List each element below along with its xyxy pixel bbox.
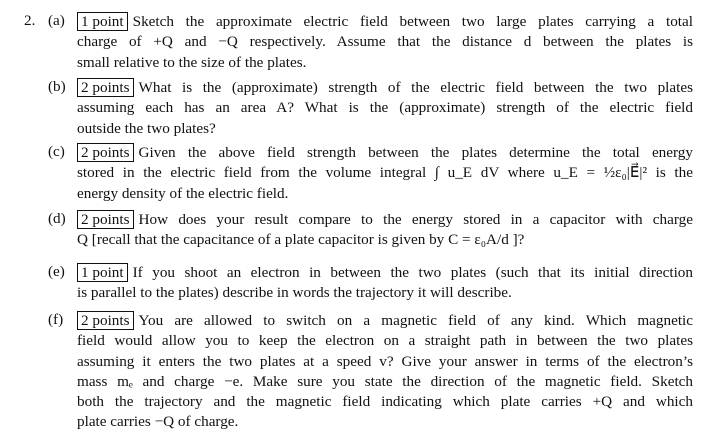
text-line: assuming each has an area A? What is the (approximate) strength of the electric field [77,99,693,117]
part-label: (d) [48,210,66,227]
text-line: field would allow you to keep the electron on a straight path in between the two plates [77,332,693,350]
text-line: is parallel to the plates) describe in words the trajectory it will describe. [77,284,512,302]
text-line: 1 point If you shoot an electron in between the two plates (such that its initial direction [77,263,693,283]
points-box: 2 points [77,311,134,330]
part-label: (e) [48,263,65,280]
text-line: charge of +Q and −Q respectively. Assume that the distance d between the plates is [77,33,693,51]
text-line: mass mₑ and charge −e. Make sure you state the direction of the magnetic field. Sketch [77,372,693,390]
points-box: 1 point [77,263,128,282]
text-line: 2 points What is the (approximate) strength of the electric field between the two plates [77,78,693,98]
part-text [77,78,693,139]
points-box: 2 points [77,210,134,229]
part-label: (f) [48,311,64,328]
points-box: 2 points [77,143,134,162]
part-label: (b) [48,78,66,95]
text-line: assuming it enters the two plates at a speed v? Give your answer in terms of the electron’s [77,352,693,370]
text-line: both the trajectory and the magnetic field indicating which plate carries +Q and which [77,393,693,411]
text-line: 2 points How does your result compare to the energy stored in a capacitor with charge [77,210,693,230]
part-text [77,210,693,251]
text-line: energy density of the electric field. [77,184,289,202]
text-line: 2 points You are allowed to switch on a magnetic field of any kind. Which magnetic [77,311,693,331]
points-box: 1 point [77,12,128,31]
text-line: 2 points Given the above field strength between the plates determine the total energy [77,143,693,163]
part-text [77,263,693,304]
text-line: small relative to the size of the plates. [77,53,307,71]
text-line: stored in the electric field from the volume integral ∫ u_E dV where u_E = ½ε₀|E⃗|² is the [77,164,693,182]
part-text [77,12,693,73]
part-label: (c) [48,143,65,160]
part-label: (a) [48,12,65,29]
text-line: 1 point Sketch the approximate electric field between two large plates carrying a total [77,12,693,32]
part-text [77,143,693,204]
text-line: Q [recall that the capacitance of a plate capacitor is given by C = ε₀A/d ]? [77,231,525,249]
question-number: 2. [24,12,36,29]
text-line: plate carries −Q of charge. [77,413,239,431]
points-box: 2 points [77,78,134,97]
text-line: outside the two plates? [77,119,216,137]
part-text [77,311,693,433]
